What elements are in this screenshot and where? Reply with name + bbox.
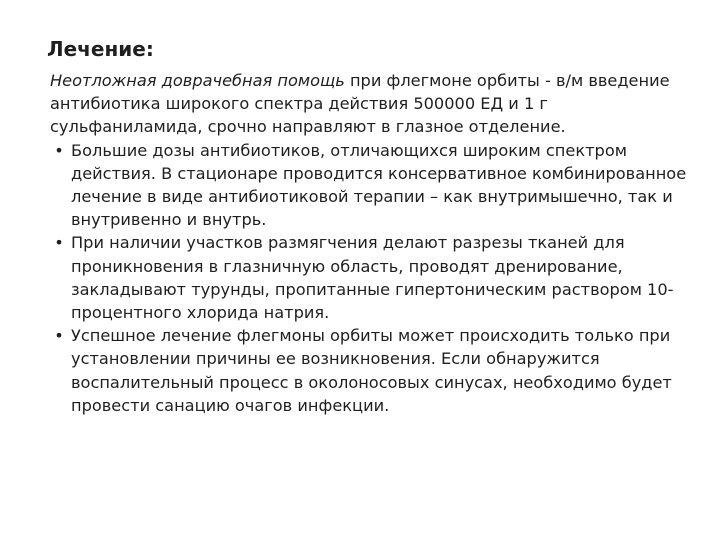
slide-body: [50, 69, 700, 417]
slide-title: Лечение:: [47, 37, 154, 61]
bullet-text: При наличии участков размягчения делают разрезы тканей для проникновения в глазничную область, проводят дренирование, закладывают турунды, пропитанные гипертоническим раствором 10-процентного хлорида натрия.: [71, 233, 674, 323]
bullet-item: [50, 324, 700, 417]
bullet-text: Большие дозы антибиотиков, отличающихся широким спектром действия. В стационаре проводится консервативное комбинированное лечение в виде антибиотиковой терапии – как внутримышечно, так и внутривенно и внутрь.: [71, 140, 687, 230]
bullet-item: [50, 231, 700, 324]
intro-paragraph: [50, 69, 700, 139]
intro-text: при флегмоне орбиты - в/м введение антибиотика широкого спектра действия 500000 ЕД и 1 г сульфаниламида, срочно направляют в глазное отделение.: [50, 71, 670, 137]
bullet-list: [50, 139, 700, 417]
bullet-marker: •: [54, 140, 64, 160]
bullet-text: Успешное лечение флегмоны орбиты может происходить только при установлении причины ее возникновения. Если обнаружится воспалительный процесс в околоносовых синусах, необходимо будет провести санацию очагов инфекции.: [71, 326, 672, 415]
bullet-marker: •: [54, 233, 64, 253]
intro-emphasis: Неотложная доврачебная помощь: [50, 71, 345, 90]
bullet-marker: •: [54, 326, 64, 346]
bullet-item: [50, 139, 700, 232]
